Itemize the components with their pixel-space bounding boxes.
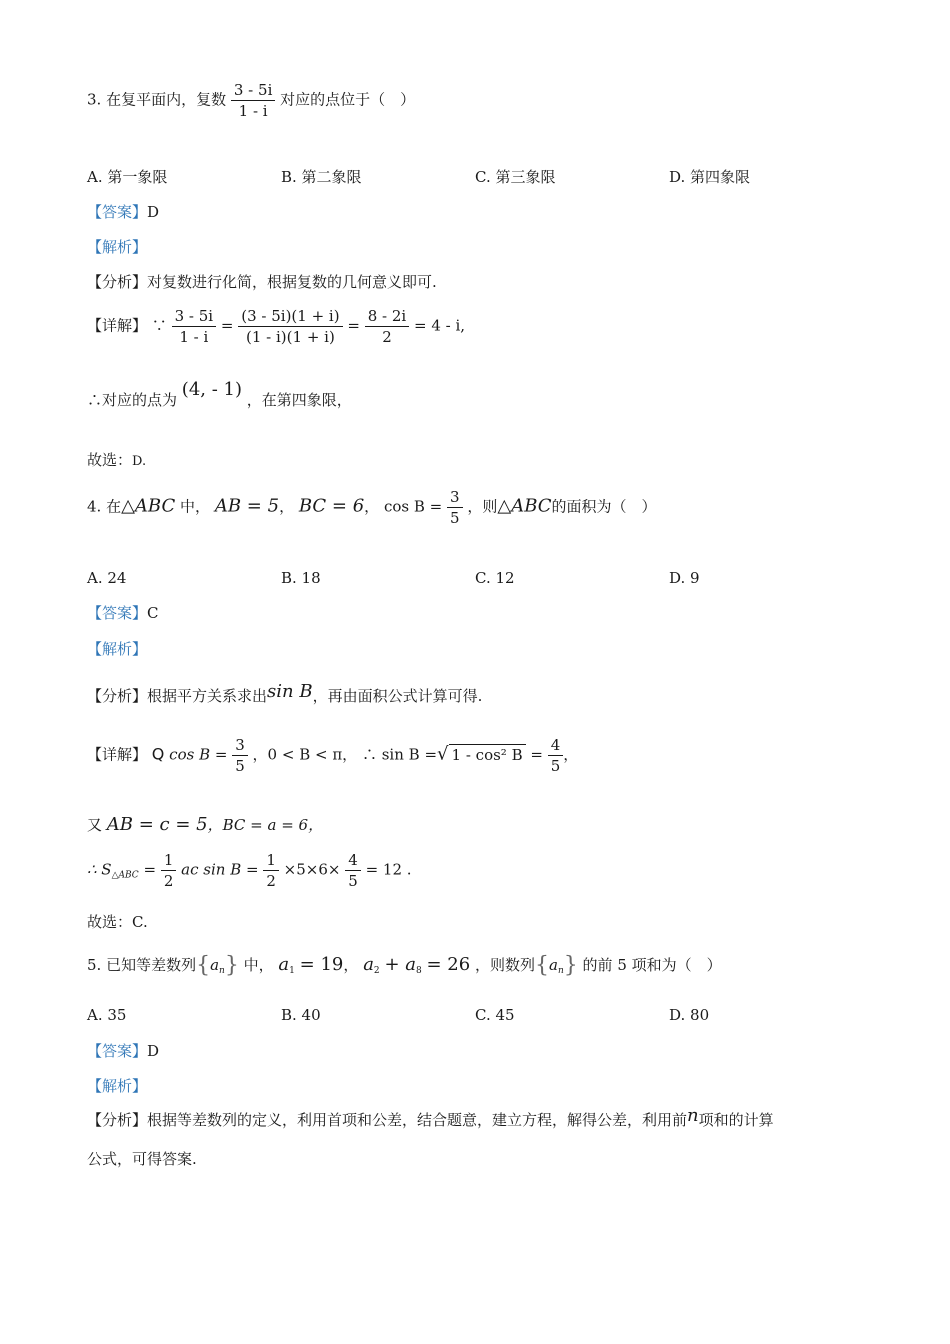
q4-option-d: D. 9: [669, 569, 700, 587]
q3-fenxi-line: [87, 272, 437, 292]
q4-cos-num: 3: [447, 487, 463, 508]
q3-suffix: 对应的点位于（ ）: [280, 90, 416, 109]
q3-eq1-frac: [172, 306, 217, 347]
q3-eq1-num: 3 - 5i: [172, 306, 217, 327]
q4-answer-tag: 【答案】: [87, 604, 148, 622]
q5-fenxi-line: [87, 1105, 774, 1130]
q3-answer-tag: 【答案】: [87, 203, 148, 221]
q4-also-line: [87, 815, 323, 835]
q5-prefix: 5. 已知等差数列: [87, 956, 197, 974]
q5-seq2-sub: n: [557, 966, 564, 976]
q3-eq-sign-2: =: [347, 316, 360, 335]
q4-sep2: ，: [364, 497, 380, 516]
q4-then: ，则: [467, 497, 498, 516]
q4-fenxi-b: ，再由面积公式计算可得.: [312, 687, 483, 705]
q4-area-line: [87, 850, 412, 891]
q5-sep: ，: [343, 956, 359, 974]
q4-h-num: 1: [161, 850, 177, 871]
q4-c-num: 3: [232, 735, 248, 756]
q4-area-lhs: ∴ S: [87, 860, 112, 879]
q3-answer: D: [147, 203, 160, 221]
q4-detail-tag: 【详解】: [87, 745, 148, 764]
q3-prefix: 3. 在复平面内，复数: [87, 90, 227, 109]
q4-stem: [87, 487, 657, 528]
q4-bc: BC = 6: [298, 495, 365, 517]
q5-fenxi-a: 根据等差数列的定义，利用首项和公差，结合题意，建立方程，解得公差，利用前: [147, 1111, 688, 1129]
q4-jiexi-tag: 【解析】: [87, 640, 148, 658]
q4-half-frac-2: [263, 850, 279, 891]
q3-fenxi-tag: 【分析】: [87, 273, 148, 291]
q5-seq-sub: n: [219, 966, 225, 976]
q4-cos-frac: [447, 487, 463, 528]
q5-fenxi-b: 项和的计算: [698, 1111, 774, 1129]
q4-range: ，0 < B < π，: [252, 745, 358, 764]
q4-option-c: C. 12: [475, 569, 515, 587]
q5-answer-tag: 【答案】: [87, 1042, 148, 1060]
q5-then: ，则数列: [475, 956, 536, 974]
q3-detail-tag: 【详解】: [87, 316, 148, 335]
q4-rad-sign: √: [437, 743, 449, 765]
q4-q-symbol: Q: [151, 744, 165, 764]
q4-sin-frac: [548, 735, 564, 776]
q3-jiexi-tag: 【解析】: [87, 238, 148, 256]
q4-option-b: B. 18: [281, 569, 321, 587]
q5-a1-sub: 1: [289, 966, 295, 976]
q3-frac-den: 1 - i: [238, 102, 268, 120]
q5-stem: [87, 955, 722, 981]
q4-h-den: 2: [163, 872, 174, 890]
q4-also-ab: AB = c = 5: [106, 814, 208, 835]
q4-fenxi-tag: 【分析】: [87, 687, 148, 705]
q3-point: (4, - 1): [181, 379, 242, 400]
q5-seq: a: [210, 956, 220, 974]
q5-a28-val: = 26: [426, 954, 471, 975]
q5-a2: a: [363, 954, 374, 975]
q4-sep1: ，: [279, 497, 295, 516]
q3-eq3-frac: [365, 306, 410, 347]
q3-fenxi: 对复数进行化简，根据复数的几何意义即可.: [147, 273, 437, 291]
q5-a1-val: = 19: [299, 954, 344, 975]
q3-option-b: B. 第二象限: [281, 168, 362, 186]
q4-f-den: 5: [348, 872, 358, 890]
q5-answer: D: [147, 1042, 160, 1060]
q5-brace-left-2: {: [535, 953, 550, 978]
q3-eq2-frac: [238, 306, 342, 347]
q4-cos-b: cos B =: [169, 745, 228, 764]
q4-area-eq: =: [143, 860, 157, 879]
q4-cos-lhs: cos B =: [383, 497, 443, 516]
q5-answer-line: [87, 1041, 159, 1061]
q3-eq2-num: (3 - 5i)(1 + i): [238, 306, 342, 327]
q5-plus-a8: + a: [384, 954, 416, 975]
q4-suffix: 的面积为（ ）: [551, 497, 657, 516]
q5-a1: a: [278, 954, 290, 975]
q3-eq3-num: 8 - 2i: [365, 306, 410, 327]
q3-choose-label: 故选：: [87, 451, 133, 469]
q4-also-bc: ，BC = a = 6，: [207, 816, 324, 834]
q4-c-den: 5: [235, 757, 245, 775]
q5-option-b: B. 40: [281, 1006, 321, 1024]
q5-a2-sub: 2: [373, 966, 380, 976]
q4-area-sub: △ABC: [111, 870, 139, 881]
q4-area-mid: ac sin B =: [181, 860, 259, 879]
q5-mid1: 中，: [243, 956, 274, 974]
q4-cos-frac-2: [232, 735, 248, 776]
q3-eq1-den: 1 - i: [179, 328, 209, 346]
q3-choose-line: [87, 450, 146, 472]
q5-suffix: 的前 5 项和为（ ）: [582, 956, 722, 974]
q4-four-fifths: [345, 850, 361, 891]
q5-brace-right-2: }: [563, 953, 578, 978]
q4-h2-num: 1: [263, 850, 279, 871]
q3-therefore-line: [87, 379, 352, 410]
q4-period: .: [406, 860, 412, 879]
q3-frac-num: 3 - 5i: [231, 80, 276, 101]
q3-therefore-suffix: ，在第四象限，: [246, 391, 352, 409]
q3-option-a: A. 第一象限: [87, 168, 168, 186]
q4-area-res: = 12: [365, 860, 403, 879]
q3-therefore-prefix: ∴对应的点为: [87, 391, 178, 409]
q5-seq2: a: [549, 956, 558, 974]
q5-fenxi-c: 公式，可得答案.: [87, 1150, 197, 1168]
q4-answer: C: [147, 604, 159, 622]
q3-option-c: C. 第三象限: [475, 168, 556, 186]
q4-area-prod: ×5×6×: [283, 860, 341, 879]
q4-tri: △ABC: [121, 495, 176, 517]
q5-fenxi-tag: 【分析】: [87, 1111, 148, 1129]
q5-option-c: C. 45: [475, 1006, 515, 1024]
q4-ab: AB = 5: [214, 495, 280, 517]
q3-fraction: [231, 80, 276, 121]
q3-because: ∵: [151, 316, 167, 335]
q3-eq3-den: 2: [382, 328, 392, 346]
q3-option-d: D. 第四象限: [669, 168, 751, 186]
q4-radicand: 1 - cos² B: [449, 744, 526, 765]
q3-eq2-den: (1 - i)(1 + i): [246, 328, 335, 346]
q3-answer-line: [87, 202, 159, 222]
q5-a8-sub: 8: [415, 966, 422, 976]
q5-brace-left: {: [196, 953, 211, 978]
q4-s-num: 4: [548, 735, 564, 756]
q4-tri2: △ABC: [497, 495, 552, 517]
q4-s-den: 5: [550, 757, 561, 775]
q4-h2-den: 2: [266, 872, 276, 890]
q3-stem: [87, 80, 415, 121]
q4-also: 又: [87, 816, 103, 834]
q4-f-num: 4: [345, 850, 361, 871]
q4-prefix: 4. 在: [87, 497, 122, 516]
q4-tail: ，: [563, 745, 579, 764]
q4-fenxi-line: [87, 681, 483, 706]
q4-sin-lhs: ∴ sin B =: [361, 745, 438, 764]
q5-fenxi-n: n: [687, 1105, 699, 1126]
q5-option-d: D. 80: [669, 1006, 710, 1024]
q5-jiexi-tag: 【解析】: [87, 1077, 148, 1095]
q4-choose: 故选：C.: [87, 913, 148, 931]
q5-brace-right: }: [224, 953, 239, 978]
q4-mid1: 中，: [175, 497, 211, 516]
q5-option-a: A. 35: [87, 1006, 127, 1024]
q3-choose: D.: [132, 454, 147, 469]
q4-fenxi-a: 根据平方关系求出: [147, 687, 268, 705]
q4-half-frac: [161, 850, 177, 891]
q4-sin-eq: =: [530, 745, 543, 764]
q4-fenxi-sin: sin B: [267, 681, 313, 702]
q3-eq-sign-1: =: [220, 316, 234, 335]
q4-detail-line: [87, 735, 578, 776]
q3-eq-end: = 4 - i,: [414, 316, 466, 335]
q4-option-a: A. 24: [87, 569, 127, 587]
q4-cos-den: 5: [450, 509, 460, 527]
q3-detail-line: [87, 306, 465, 347]
q4-answer-line: [87, 603, 159, 623]
